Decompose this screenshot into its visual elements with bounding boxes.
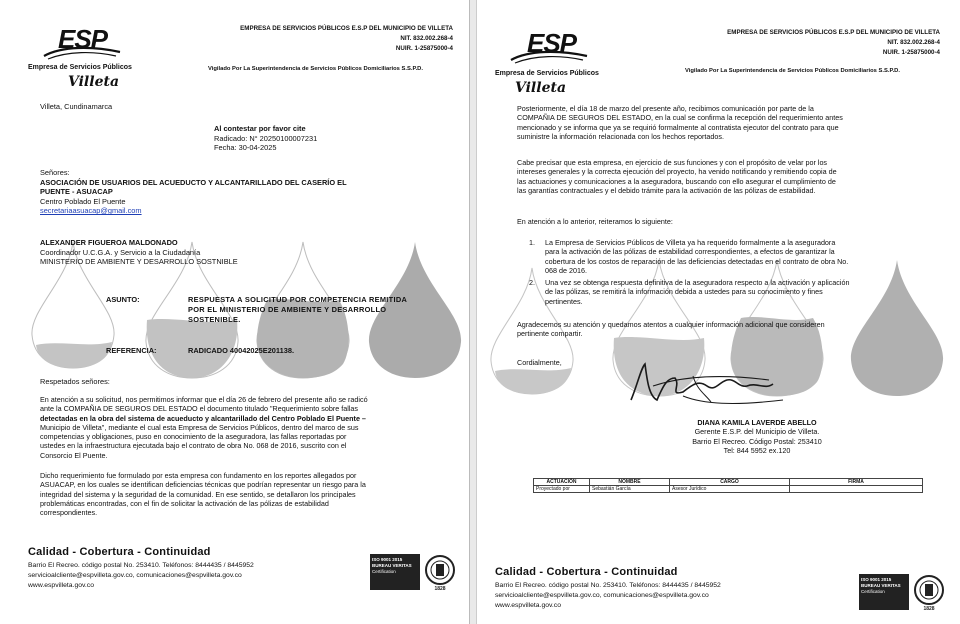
paragraph-line: competencias y obligaciones, puso en conocimiento de la aseguradora, las fallas reportadas por	[40, 432, 347, 442]
footer-address: Barrio El Recreo. código postal No. 253410. Teléfonos: 8444435 / 8445952	[28, 562, 254, 569]
letter-page-1	[0, 0, 470, 624]
letterhead-vigilado: Vigilado Por La Superintendencia de Servicios Públicos Domiciliarios S.S.P.D.	[208, 66, 423, 72]
footer-emails[interactable]: servicioalcliente@espvilleta.gov.co, comunicaciones@espvilleta.gov.co	[495, 592, 709, 599]
signer-address: Barrio El Recreo. Código Postal: 253410	[692, 436, 822, 446]
letterhead-company: EMPRESA DE SERVICIOS PÚBLICOS E.S.P DEL MUNICIPIO DE VILLETA	[727, 29, 940, 36]
company-logo	[28, 20, 132, 95]
list-item-1	[545, 238, 923, 275]
handwritten-signature	[623, 356, 793, 420]
table-header-cell: NOMBRE	[590, 479, 670, 486]
logo-swoosh-icon	[509, 46, 589, 66]
paragraph-3: En atención a lo anterior, reiteramos lo siguiente:	[517, 217, 673, 226]
paragraph-line: mencionado y se informa que ya se requirió formalmente al contratista ejecutor del contrato para que	[517, 122, 839, 132]
logo-script: Villeta	[515, 80, 567, 96]
filing-block	[214, 124, 317, 153]
paragraph-line: intereses generales y la correcta ejecución del proyecto, ha venido notificando y remitiendo copia de	[517, 167, 837, 177]
paragraph-line: ASUACAP, en los cuales se identifican deficiencias técnicas que podrían representar un riesgo para la	[40, 480, 366, 490]
asunto-label: ASUNTO:	[106, 295, 140, 304]
radicado-text: Radicado: N° 20250100007231	[214, 133, 318, 143]
recipient-email-link[interactable]: secretariaasuacap@gmail.com	[40, 206, 142, 216]
paragraph-line: En atención a su solicitud, nos permitimos informar que el día 26 de febrero del presente año se radicó	[40, 395, 368, 404]
table-header-cell: ACTUACIÓN	[534, 479, 590, 486]
certification-badge	[859, 572, 945, 612]
table-cell	[790, 486, 923, 493]
paragraph-line: problemáticas encontradas, con el fin de solicitar la activación de las pólizas de estabilidad	[40, 498, 329, 508]
letter-page-2	[476, 0, 960, 624]
list-line: Una vez se obtenga respuesta definitiva de la aseguradora respecto a la activación y aplicación	[545, 278, 850, 287]
closing-text: Cordialmente,	[517, 358, 562, 367]
paragraph-line: Posteriormente, el día 18 de marzo del presente año, recibimos comunicación por parte de la	[517, 104, 814, 113]
paragraph-line: ustedes en la infraestructura ejecutada bajo el contrato de obra No. 068 de 2016, suscrito con el	[40, 441, 347, 451]
letterhead-nuir: NUIR. 1-25875000-4	[882, 49, 940, 56]
referencia-value: RADICADO 40042025E201138.	[188, 346, 294, 355]
svg-text:1828: 1828	[434, 586, 446, 592]
paragraph-line: Agradecemos su atención y quedamos atentos a cualquier información adicional que consideren	[517, 320, 825, 329]
paragraph-line: suministre la información relacionada con los hechos reportados.	[517, 131, 724, 141]
recipient-block	[40, 168, 347, 216]
fecha-text: Fecha: 30-04-2025	[214, 143, 277, 153]
logo-esp-text: ESP	[58, 24, 108, 54]
recipient-org-line1: ASOCIACIÓN DE USUARIOS DEL ACUEDUCTO Y ALCANTARILLADO DEL CASERÍO EL	[40, 177, 347, 187]
table-cell: Asesor Jurídico	[670, 486, 790, 493]
bureau-veritas-seal-icon	[913, 572, 945, 612]
asunto-block	[188, 295, 407, 325]
paragraph-2	[517, 158, 921, 195]
footer	[28, 546, 254, 591]
greeting-text: Respetados señores:	[40, 377, 110, 386]
letterhead	[670, 28, 940, 58]
asunto-line1: RESPUESTA A SOLICITUD POR COMPETENCIA REMITIDA	[188, 295, 408, 304]
list-item-2-number: 2.	[529, 278, 535, 287]
footer-website[interactable]: www.espvilleta.gov.co	[28, 582, 94, 589]
footer-emails[interactable]: servicioalcliente@espvilleta.gov.co, comunicaciones@espvilleta.gov.co	[28, 572, 242, 579]
paragraph-line: las actuaciones y comunicaciones a la aseguradora, buscando con ello asegurar el cumplimiento de	[517, 176, 836, 186]
recipient-org-line2: PUENTE - ASUACAP	[40, 187, 113, 197]
senores-label: Señores:	[40, 168, 70, 177]
certification-badge	[370, 552, 456, 592]
company-logo	[495, 24, 601, 99]
bureau-veritas-seal-icon	[424, 552, 456, 592]
paragraph-line: pertinente compartir.	[517, 329, 583, 339]
iso-cert-label: ISO 9001 2015 BUREAU VERITAS Certification	[859, 574, 909, 610]
paragraph-1	[40, 395, 440, 460]
logo-script: Villeta	[68, 74, 120, 90]
logo-subtitle: Empresa de Servicios Públicos	[28, 64, 132, 71]
list-line: 068 de 2016.	[545, 265, 587, 275]
list-line: cobertura de los costos de reparación de las deficiencias detectadas en el contrato de obra No.	[545, 256, 849, 266]
list-line: pertinentes.	[545, 296, 583, 306]
list-line: La Empresa de Servicios Públicos de Villeta ya ha requerido formalmente a la aseguradora	[545, 238, 836, 247]
paragraph-line: ante la COMPAÑIA DE SEGUROS DEL ESTADO el documento titulado "Requerimiento sobre fallas	[40, 404, 359, 414]
logo-subtitle: Empresa de Servicios Públicos	[495, 70, 599, 77]
paragraph-line: Municipio de Villeta", mediante el cual esta Empresa de Servicios Públicos, dentro del marco de sus	[40, 422, 359, 432]
paragraph-line: correspondientes.	[40, 508, 98, 518]
cite-text: Al contestar por favor cite	[214, 124, 306, 133]
list-item-1-number: 1.	[529, 238, 535, 247]
letterhead-nuir: NUIR. 1-25875000-4	[395, 45, 453, 52]
iso-cert-label: ISO 9001 2015 BUREAU VERITAS Certification	[370, 554, 420, 590]
referencia-label: REFERENCIA:	[106, 346, 157, 355]
table-cell: Sebastián García	[590, 486, 670, 493]
letterhead	[193, 24, 453, 54]
paragraph-line: las garantías contractuales y el debido trámite para la activación de las pólizas de estabilidad.	[517, 185, 816, 195]
signer-name: DIANA KAMILA LAVERDE ABELLO	[697, 418, 817, 427]
paragraph-2	[40, 471, 440, 517]
cert-text: BUREAU VERITAS	[861, 583, 901, 588]
letterhead-vigilado: Vigilado Por La Superintendencia de Servicios Públicos Domiciliarios S.S.P.D.	[685, 68, 900, 74]
svg-text:1828: 1828	[923, 606, 935, 612]
table-header-cell: FIRMA	[790, 479, 923, 486]
signer-role: Gerente E.S.P. del Municipio de Villeta.	[694, 427, 820, 437]
table-header-cell: CARGO	[670, 479, 790, 486]
letterhead-nit: NIT. 832.002.268-4	[887, 39, 940, 46]
paragraph-4	[517, 320, 921, 339]
paragraph-1	[517, 104, 921, 141]
logo-esp-text: ESP	[527, 28, 577, 58]
review-table	[533, 478, 923, 493]
footer-slogan: Calidad - Cobertura - Continuidad	[28, 546, 211, 558]
letterhead-company: EMPRESA DE SERVICIOS PÚBLICOS E.S.P DEL MUNICIPIO DE VILLETA	[240, 25, 453, 32]
paragraph-line: Consorcio El Puente.	[40, 450, 108, 460]
place-text: Villeta, Cundinamarca	[40, 102, 113, 111]
paragraph-line: detectadas en la obra del sistema de acueducto y alcantarillado del Centro Poblado El Puente –	[40, 413, 366, 423]
asunto-line2: POR EL MINISTERIO DE AMBIENTE Y DESARROLLO	[188, 305, 387, 314]
signature-block	[627, 418, 887, 456]
paragraph-line: integridad del sistema y la seguridad de la comunidad. En ese sentido, se detallaron los principales	[40, 489, 356, 499]
paragraph-line: Dicho requerimiento fue formulado por esta empresa con fundamento en los reportes allegados por	[40, 471, 357, 480]
letterhead-nit: NIT. 832.002.268-4	[400, 35, 453, 42]
paragraph-line: Cabe precisar que esta empresa, en ejercicio de sus funciones y con el propósito de velar por los	[517, 158, 828, 167]
cc-block	[40, 238, 238, 267]
list-line: de las pólizas, se remitirá la información debida a ustedes para su conocimiento y fines	[545, 287, 823, 297]
cc-ministry: MINISTERIO DE AMBIENTE Y DESARROLLO SOSTNIBLE	[40, 257, 238, 267]
logo-swoosh-icon	[42, 42, 122, 62]
list-line: para la activación de las pólizas de estabilidad correspondientes, a efectos de garantizar la	[545, 247, 835, 257]
footer-slogan: Calidad - Cobertura - Continuidad	[495, 566, 678, 578]
table-cell: Proyectado por	[534, 486, 590, 493]
footer-website[interactable]: www.espvilleta.gov.co	[495, 602, 561, 609]
recipient-place: Centro Poblado El Puente	[40, 196, 126, 206]
paragraph-line: COMPAÑIA DE SEGUROS DEL ESTADO, en la cual se confirma la recepción del requerimiento antes	[517, 113, 843, 123]
asunto-line3: SOSTENIBLE.	[188, 315, 241, 324]
cc-role: Coordinador U.C.G.A. y Servicio a la Ciudadanía	[40, 247, 201, 257]
signer-phone: Tel: 844 5952 ex.120	[723, 446, 791, 456]
footer	[495, 566, 721, 611]
table-row	[534, 486, 923, 493]
cc-name: ALEXANDER FIGUEROA MALDONADO	[40, 238, 178, 247]
list-item-2	[545, 278, 923, 306]
table-header-row	[534, 479, 923, 486]
cert-text: BUREAU VERITAS	[372, 563, 412, 568]
footer-address: Barrio El Recreo. código postal No. 253410. Teléfonos: 8444435 / 8445952	[495, 582, 721, 589]
